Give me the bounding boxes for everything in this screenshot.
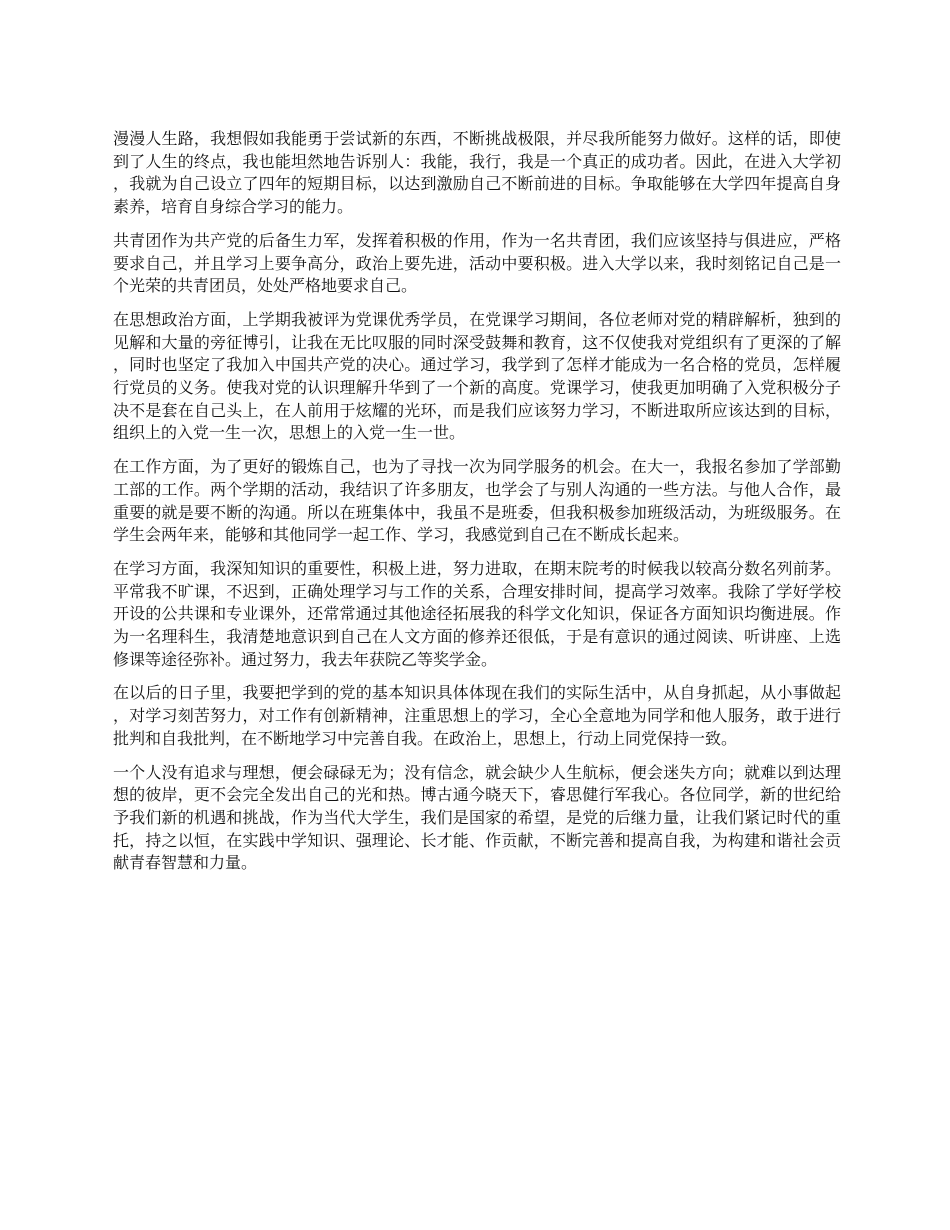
paragraph-4: 在工作方面，为了更好的锻炼自己，也为了寻找一次为同学服务的机会。在大一，我报名参加了学部勤工部的工作。两个学期的活动，我结识了许多朋友，也学会了与别人沟通的一些方法。与他人合作，最重要的就是要不断的沟通。所以在班集体中，我虽不是班委，但我积极参加班级活动，为班级服务。在学生会两年来，能够和其他同学一起工作、学习，我感觉到自己在不断成长起来。: [113, 457, 841, 545]
document-body: [113, 128, 841, 886]
paragraph-6: 在以后的日子里，我要把学到的党的基本知识具体体现在我们的实际生活中，从自身抓起，从小事做起，对学习刻苦努力，对工作有创新精神，注重思想上的学习，全心全意地为同学和他人服务，敢于进行批判和自我批判，在不断地学习中完善自我。在政治上，思想上，行动上同党保持一致。: [113, 683, 841, 748]
paragraph-3: 在思想政治方面，上学期我被评为党课优秀学员，在党课学习期间，各位老师对党的精辟解析，独到的见解和大量的旁征博引，让我在无比叹服的同时深受鼓舞和教育，这不仅使我对党组织有了更深的了解，同时也坚定了我加入中国共产党的决心。通过学习，我学到了怎样才能成为一名合格的党员，怎样履行党员的义务。使我对党的认识理解升华到了一个新的高度。党课学习，使我更加明确了入党积极分子决不是套在自己头上，在人前用于炫耀的光环，而是我们应该努力学习，不断进取所应该达到的目标，组织上的入党一生一次，思想上的入党一生一世。: [113, 309, 841, 443]
paragraph-7: 一个人没有追求与理想，便会碌碌无为；没有信念，就会缺少人生航标，便会迷失方向；就难以到达理想的彼岸，更不会完全发出自己的光和热。博古通今晓天下，睿思健行军我心。各位同学，新的世纪给予我们新的机遇和挑战，作为当代大学生，我们是国家的希望，是党的后继力量，让我们紧记时代的重托，持之以恒，在实践中学知识、强理论、长才能、作贡献，不断完善和提高自我，为构建和谐社会贡献青春智慧和力量。: [113, 762, 841, 873]
paragraph-2: 共青团作为共产党的后备生力军，发挥着积极的作用，作为一名共青团，我们应该坚持与俱进应，严格要求自己，并且学习上要争高分，政治上要先进，活动中要积极。进入大学以来，我时刻铭记自己是一个光荣的共青团员，处处严格地要求自己。: [113, 230, 841, 296]
paragraph-1: 漫漫人生路，我想假如我能勇于尝试新的东西，不断挑战极限，并尽我所能努力做好。这样的话，即使到了人生的终点，我也能坦然地告诉别人：我能，我行，我是一个真正的成功者。因此，在进入大学初，我就为自己设立了四年的短期目标，以达到激励自己不断前进的目标。争取能够在大学四年提高自身素养，培育自身综合学习的能力。: [113, 129, 841, 217]
paragraph-5: 在学习方面，我深知知识的重要性，积极上进，努力进取，在期末院考的时候我以较高分数名列前茅。平常我不旷课，不迟到，正确处理学习与工作的关系，合理安排时间，提高学习效率。我除了学好学校开设的公共课和专业课外，还常常通过其他途径拓展我的科学文化知识，保证各方面知识均衡进展。作为一名理科生，我清楚地意识到自己在人文方面的修养还很低，于是有意识的通过阅读、听讲座、上选修课等途径弥补。通过努力，我去年获院乙等奖学金。: [113, 558, 841, 669]
